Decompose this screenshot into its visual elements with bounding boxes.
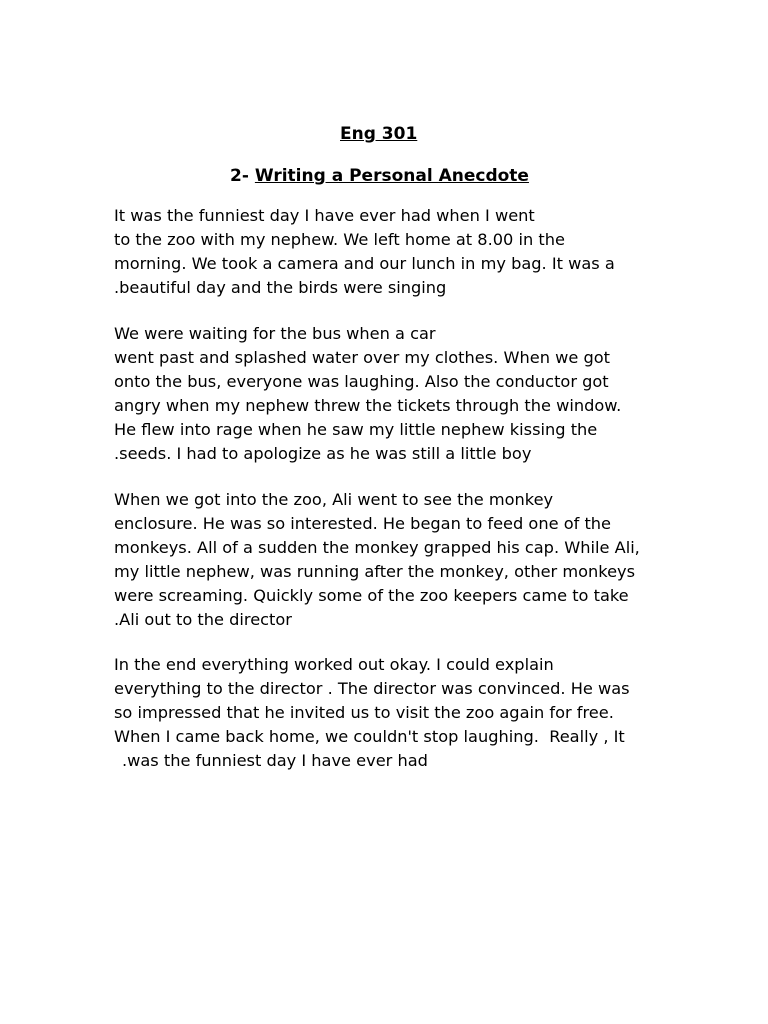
paragraph-line: to the zoo with my nephew. We left home at 8.00 in the bbox=[114, 230, 565, 249]
section-number: 2- bbox=[230, 166, 249, 186]
paragraph-line: monkeys. All of a sudden the monkey grapped his cap. While Ali, bbox=[114, 538, 640, 557]
paragraph-line: When we got into the zoo, Ali went to see the monkey bbox=[114, 490, 554, 509]
paragraph-line: so impressed that he invited us to visit the zoo again for free. bbox=[114, 703, 614, 722]
section-title: Writing a Personal Anecdote bbox=[254, 166, 529, 186]
paragraph-line: It was the funniest day I have ever had when I went bbox=[114, 206, 535, 225]
paragraph-line: onto the bus, everyone was laughing. Also the conductor got bbox=[114, 372, 609, 391]
paragraph-line: were screaming. Quickly some of the zoo keepers came to take bbox=[114, 586, 629, 605]
paragraph-line: We were waiting for the bus when a car bbox=[114, 324, 436, 343]
paragraph-line: .seeds. I had to apologize as he was still a little boy bbox=[114, 444, 532, 463]
course-heading bbox=[0, 124, 768, 144]
paragraph-line: everything to the director . The director was convinced. He was bbox=[114, 679, 630, 698]
paragraph-line: .was the funniest day I have ever had bbox=[122, 751, 428, 770]
course-title: Eng 301 bbox=[340, 124, 418, 144]
paragraph-line: angry when my nephew threw the tickets through the window. bbox=[114, 396, 622, 415]
paragraph-2 bbox=[114, 322, 754, 466]
paragraph-1 bbox=[114, 204, 754, 300]
paragraph-4 bbox=[114, 653, 754, 773]
paragraph-line: He flew into rage when he saw my little nephew kissing the bbox=[114, 420, 598, 439]
section-heading bbox=[0, 166, 768, 186]
paragraph-line: went past and splashed water over my clothes. When we got bbox=[114, 348, 610, 367]
paragraph-line: .Ali out to the director bbox=[114, 610, 292, 629]
paragraph-line: In the end everything worked out okay. I could explain bbox=[114, 655, 554, 674]
paragraph-3 bbox=[114, 488, 754, 632]
paragraph-line: When I came back home, we couldn't stop laughing. Really , It bbox=[114, 727, 625, 746]
paragraph-line: .beautiful day and the birds were singing bbox=[114, 278, 447, 297]
paragraph-line: morning. We took a camera and our lunch in my bag. It was a bbox=[114, 254, 615, 273]
paragraph-line: my little nephew, was running after the monkey, other monkeys bbox=[114, 562, 636, 581]
paragraph-line: enclosure. He was so interested. He began to feed one of the bbox=[114, 514, 612, 533]
